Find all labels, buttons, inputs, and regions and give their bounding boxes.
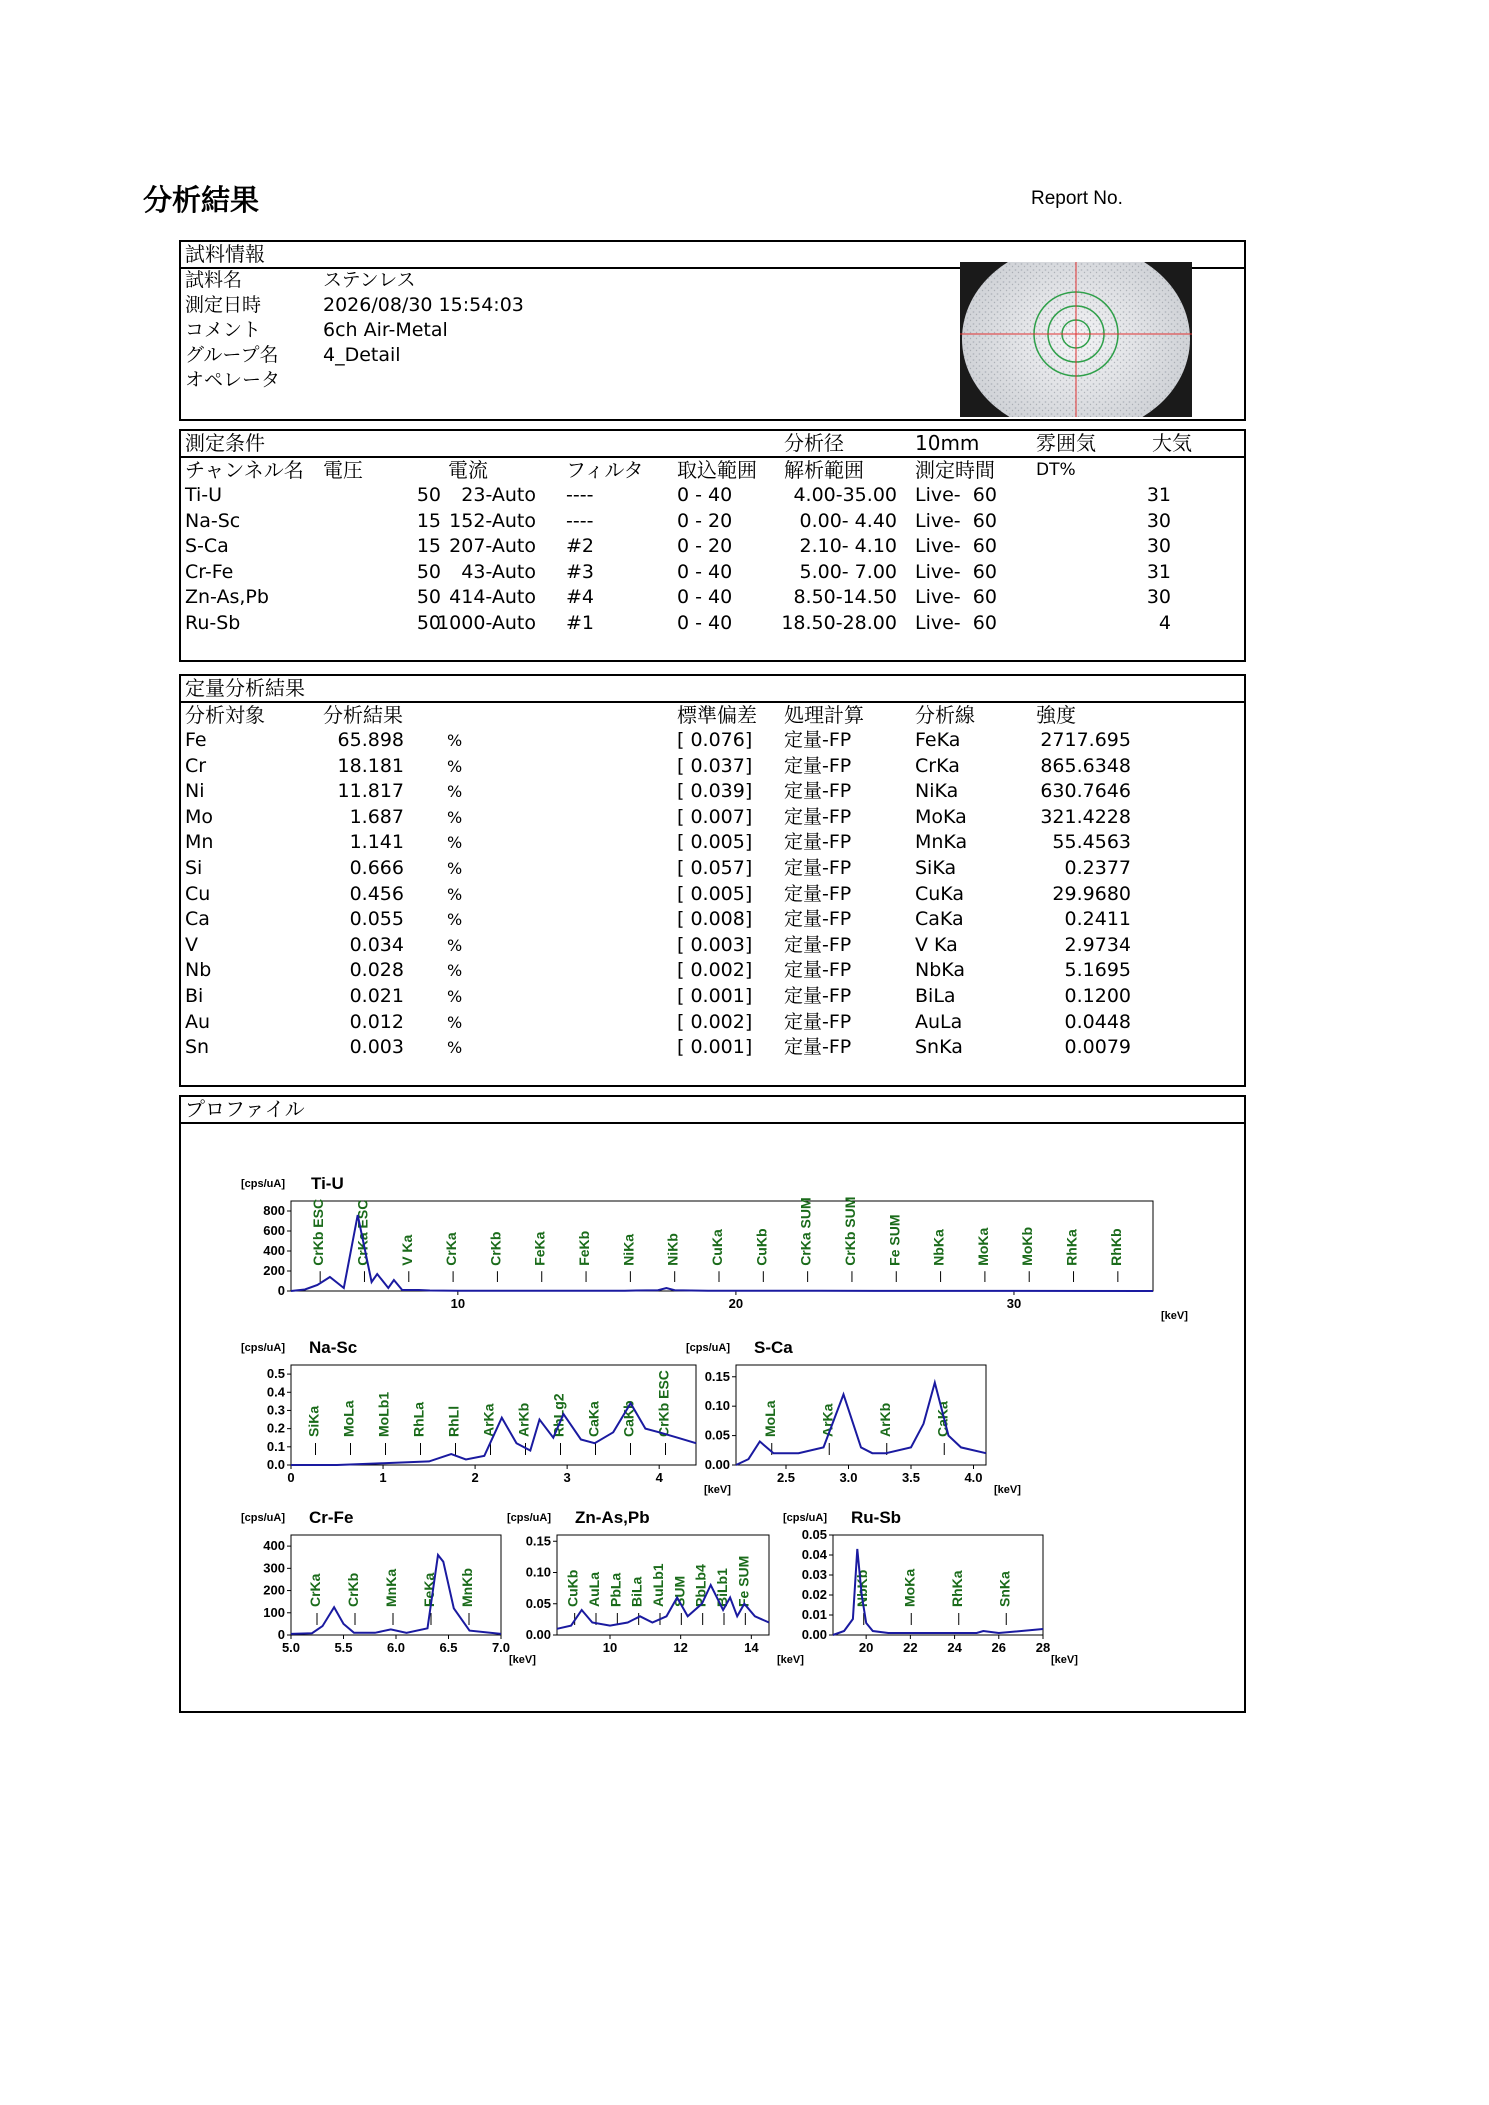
- quant-cell-el: Si: [185, 857, 203, 879]
- peak-label: FeKa: [531, 1231, 548, 1266]
- chart-title: Na-Sc: [309, 1338, 358, 1357]
- peak-label: CrKb SUM: [841, 1196, 858, 1266]
- y-tick-label: 0.3: [266, 1402, 285, 1418]
- quant-cell-int: 2.9734: [1064, 933, 1131, 956]
- conditions-header: 測定条件 分析径 10mm 雰囲気 大気: [181, 431, 1244, 458]
- conditions-cell-analysis: 18.50-28.00: [781, 612, 897, 634]
- quant-cell-sd: [ 0.005]: [677, 831, 753, 854]
- y-tick-label: 300: [263, 1560, 285, 1576]
- quant-cell-sd: [ 0.001]: [677, 985, 753, 1007]
- quant-cell-int: 865.6348: [1040, 754, 1131, 777]
- quant-cell-val: 1.687: [349, 805, 404, 828]
- y-tick-label: 0.03: [801, 1567, 827, 1582]
- page-title: 分析結果: [143, 183, 260, 217]
- quant-cell-val: 0.034: [349, 933, 404, 956]
- peak-label: AuLa: [586, 1572, 602, 1607]
- quant-cell-unit: %: [447, 961, 463, 981]
- quant-cell-unit: %: [447, 731, 463, 750]
- chart-xlabel: [keV]: [994, 1484, 1021, 1496]
- quant-cell-calc: 定量-FP: [784, 831, 852, 854]
- y-tick-label: 0.10: [525, 1564, 551, 1580]
- quant-cell-unit: %: [447, 910, 463, 930]
- conditions-section: [179, 429, 1246, 662]
- quant-cell-el: Mo: [185, 805, 214, 828]
- quant-cell-sd: [ 0.002]: [677, 959, 753, 982]
- quant-cell-val: 65.898: [337, 729, 404, 751]
- conditions-cell-ch: Ti-U: [185, 484, 223, 506]
- quant-cell-int: 630.7646: [1040, 780, 1131, 803]
- conditions-cell-filter: ----: [566, 484, 594, 506]
- conditions-cell-time: Live- 60: [915, 535, 997, 558]
- quant-cell-el: Cu: [185, 882, 211, 905]
- conditions-cell-filter: ----: [566, 509, 594, 532]
- conditions-cell-ua: 1000-Auto: [437, 612, 536, 634]
- quant-header: 定量分析結果: [181, 676, 1244, 703]
- conditions-cell-dt: 30: [1146, 535, 1171, 558]
- quant-cell-int: 0.2411: [1064, 908, 1131, 931]
- peak-label: RhKa: [948, 1570, 965, 1607]
- x-tick-label: 5.0: [281, 1640, 301, 1655]
- y-tick-label: 0.15: [704, 1368, 730, 1384]
- quant-cell-unit: %: [447, 782, 463, 802]
- peak-label: MoKa: [974, 1227, 991, 1266]
- x-tick-label: 14: [744, 1640, 759, 1655]
- peak-label: RhLl: [445, 1405, 462, 1437]
- peak-label: PbLb4: [692, 1564, 709, 1607]
- conditions-cell-time: Live- 60: [915, 560, 997, 583]
- conditions-cell-dt: 30: [1146, 586, 1171, 609]
- chart-title: Ru-Sb: [851, 1508, 902, 1527]
- quant-cell-line: MoKa: [915, 805, 967, 828]
- chart-title: Cr-Fe: [309, 1508, 354, 1527]
- quant-cell-int: 0.0079: [1064, 1036, 1131, 1059]
- peak-label: Fe SUM: [886, 1214, 903, 1266]
- x-tick-label: 3.5: [901, 1470, 921, 1485]
- quant-cell-sd: [ 0.002]: [677, 1010, 753, 1033]
- x-tick-label: 10: [602, 1640, 618, 1655]
- conditions-cell-kv: 50: [416, 484, 441, 506]
- quant-cell-calc: 定量-FP: [784, 857, 852, 879]
- quant-cell-val: 0.021: [349, 985, 404, 1007]
- conditions-cell-range: 0 - 20: [677, 509, 733, 532]
- peak-label: CuKb: [564, 1569, 581, 1607]
- x-tick-label: 6.5: [439, 1640, 458, 1655]
- quant-cell-sd: [ 0.007]: [677, 805, 753, 828]
- sample-info-section: 試料情報 試料名 ステンレス 測定日時 2026/08/30 15:54:03 コメント 6ch Air-Metal グループ名 4_Detail オペレータ: [179, 240, 1246, 421]
- peak-label: RhLa: [410, 1402, 427, 1437]
- quant-cell-int: 321.4228: [1040, 805, 1131, 828]
- quant-cell-calc: 定量-FP: [784, 1010, 852, 1033]
- conditions-cell-range: 0 - 40: [677, 484, 733, 506]
- y-tick-label: 0.00: [704, 1457, 730, 1472]
- x-tick-label: 7.0: [491, 1640, 511, 1655]
- quant-cell-el: Mn: [185, 831, 214, 854]
- quant-cell-val: 0.012: [349, 1010, 404, 1033]
- quant-section: [179, 674, 1246, 1087]
- quant-cell-calc: 定量-FP: [784, 1036, 852, 1059]
- peak-label: ArKa: [480, 1403, 497, 1437]
- y-tick-label: 600: [263, 1223, 285, 1238]
- quant-cell-sd: [ 0.003]: [677, 933, 753, 956]
- quant-cell-unit: %: [447, 987, 463, 1006]
- quant-cell-unit: %: [447, 1012, 463, 1032]
- chart-3: [241, 1508, 536, 1666]
- x-tick-label: 1: [379, 1470, 387, 1485]
- chart-ylabel: [cps/uA]: [686, 1342, 730, 1354]
- quant-cell-calc: 定量-FP: [784, 805, 852, 828]
- x-tick-label: 4: [655, 1470, 663, 1485]
- quant-cell-val: 11.817: [337, 780, 404, 803]
- y-tick-label: 0.10: [704, 1398, 730, 1414]
- sample-info-header: 試料情報: [181, 242, 1244, 269]
- conditions-cell-ch: Cr-Fe: [185, 560, 234, 583]
- quant-cell-sd: [ 0.039]: [677, 780, 753, 803]
- quant-cell-int: 2717.695: [1040, 729, 1131, 751]
- quant-cell-val: 1.141: [349, 831, 404, 854]
- peak-label: NbKa: [930, 1229, 947, 1266]
- y-tick-label: 0.00: [525, 1627, 551, 1642]
- conditions-cell-filter: #4: [566, 586, 595, 609]
- x-tick-label: 2: [471, 1470, 479, 1485]
- quant-cell-int: 0.1200: [1064, 985, 1131, 1007]
- quant-cell-calc: 定量-FP: [784, 729, 852, 751]
- report-number-label: Report No.: [1031, 188, 1123, 209]
- conditions-cell-analysis: 0.00- 4.40: [799, 509, 897, 532]
- quant-cell-el: Sn: [185, 1036, 210, 1059]
- peak-label: FeKb: [576, 1230, 593, 1266]
- peak-label: AuLb1: [650, 1563, 666, 1607]
- conditions-cell-time: Live- 60: [915, 612, 997, 634]
- diameter-label: 分析径: [784, 431, 844, 455]
- peak-label: MnKa: [383, 1568, 399, 1607]
- peak-label: CrKa ESC: [354, 1199, 371, 1266]
- quant-cell-el: Fe: [185, 729, 207, 751]
- y-tick-label: 400: [263, 1538, 285, 1554]
- peak-label: CrKb: [345, 1572, 361, 1607]
- conditions-cell-range: 0 - 40: [677, 612, 733, 634]
- chart-title: S-Ca: [754, 1338, 793, 1357]
- x-tick-label: 28: [1035, 1640, 1051, 1655]
- quant-cell-val: 0.003: [349, 1036, 404, 1059]
- quant-cell-el: V: [185, 933, 198, 956]
- y-tick-label: 0.05: [525, 1595, 551, 1611]
- quant-cell-el: Nb: [185, 959, 212, 982]
- peak-label: SiKa: [305, 1405, 322, 1437]
- quant-cell-sd: [ 0.037]: [677, 754, 753, 777]
- y-tick-label: 800: [263, 1203, 285, 1218]
- y-tick-label: 0.2: [266, 1420, 285, 1436]
- quant-cell-int: 0.0448: [1064, 1010, 1131, 1033]
- quant-cell-val: 18.181: [337, 754, 404, 777]
- chart-ylabel: [cps/uA]: [241, 1512, 285, 1524]
- y-tick-label: 0.0: [266, 1457, 285, 1472]
- chart-0: [241, 1174, 1188, 1322]
- peak-label: BiLb1: [714, 1568, 730, 1607]
- peak-label: CaKb: [620, 1400, 637, 1437]
- quant-cell-line: SnKa: [915, 1036, 963, 1059]
- conditions-cell-filter: #3: [566, 560, 595, 583]
- y-tick-label: 0.1: [266, 1438, 285, 1454]
- y-tick-label: 0.00: [801, 1627, 827, 1642]
- quant-cell-line: AuLa: [915, 1010, 963, 1033]
- quant-cell-calc: 定量-FP: [784, 908, 852, 931]
- profile-charts: [181, 1123, 1244, 1713]
- peak-label: NiKb: [664, 1233, 681, 1266]
- quant-cell-line: CaKa: [915, 908, 964, 931]
- quant-cell-sd: [ 0.001]: [677, 1036, 753, 1059]
- chart-xlabel: [keV]: [509, 1654, 536, 1666]
- peak-label: CuKa: [709, 1229, 725, 1266]
- quant-cell-val: 0.666: [349, 857, 404, 879]
- conditions-cell-time: Live- 60: [915, 509, 997, 532]
- y-tick-label: 0.02: [801, 1587, 827, 1602]
- quant-cell-el: Ni: [185, 780, 205, 803]
- quant-cell-int: 0.2377: [1064, 857, 1131, 879]
- conditions-cell-dt: 4: [1158, 612, 1171, 634]
- quant-cell-calc: 定量-FP: [784, 882, 852, 905]
- conditions-cell-filter: #2: [566, 535, 595, 558]
- x-tick-label: 22: [903, 1640, 918, 1655]
- quant-cell-line: V Ka: [915, 933, 958, 956]
- quant-cell-calc: 定量-FP: [784, 780, 852, 803]
- conditions-cell-range: 0 - 40: [677, 586, 733, 609]
- profile-section: [179, 1095, 1246, 1713]
- quant-cell-int: 5.1695: [1064, 959, 1131, 982]
- conditions-cell-analysis: 8.50-14.50: [793, 586, 897, 609]
- quant-cell-line: CuKa: [915, 882, 965, 905]
- quant-cell-unit: %: [447, 884, 463, 904]
- chart-ylabel: [cps/uA]: [241, 1342, 285, 1354]
- quant-cell-int: 55.4563: [1052, 831, 1131, 854]
- quant-cell-sd: [ 0.076]: [677, 729, 753, 751]
- atmosphere-value: 大気: [1152, 431, 1192, 455]
- quant-cell-line: BiLa: [915, 985, 956, 1007]
- chart-xlabel: [keV]: [1051, 1654, 1078, 1666]
- peak-label: RhKa: [1063, 1229, 1080, 1266]
- conditions-cell-range: 0 - 40: [677, 560, 733, 583]
- quant-cell-el: Ca: [185, 908, 210, 931]
- x-tick-label: 3: [563, 1470, 571, 1485]
- conditions-cell-time: Live- 60: [915, 586, 997, 609]
- x-tick-label: 20: [728, 1296, 744, 1311]
- conditions-cell-kv: 50: [416, 612, 441, 634]
- peak-label: CrKb ESC: [655, 1370, 672, 1437]
- chart-title: Ti-U: [311, 1174, 344, 1193]
- x-tick-label: 2.5: [776, 1470, 796, 1485]
- conditions-cell-ua: 43-Auto: [461, 560, 536, 583]
- x-tick-label: 26: [991, 1640, 1007, 1655]
- quant-cell-val: 0.456: [349, 882, 404, 905]
- conditions-cell-kv: 50: [416, 560, 441, 583]
- peak-label: MnKb: [459, 1568, 475, 1607]
- peak-label: MoKa: [901, 1568, 918, 1607]
- conditions-cell-kv: 15: [416, 535, 441, 558]
- quant-cell-int: 29.9680: [1052, 882, 1131, 905]
- conditions-cell-filter: #1: [566, 612, 595, 634]
- sample-photo: [960, 262, 1192, 417]
- chart-xlabel: [keV]: [704, 1484, 731, 1496]
- quant-cell-line: SiKa: [915, 857, 957, 879]
- quant-cell-unit: %: [447, 833, 463, 853]
- y-tick-label: 0: [277, 1283, 285, 1298]
- quant-cell-val: 0.055: [349, 908, 404, 931]
- quant-cell-line: NbKa: [915, 959, 966, 982]
- conditions-cell-ua: 207-Auto: [449, 535, 536, 558]
- peak-label: CaKa: [934, 1401, 951, 1437]
- peak-label: RhLg2: [550, 1393, 567, 1437]
- x-tick-label: 0: [287, 1470, 295, 1485]
- quant-cell-sd: [ 0.057]: [677, 857, 753, 879]
- conditions-cell-kv: 15: [416, 509, 441, 532]
- conditions-cell-range: 0 - 20: [677, 535, 733, 558]
- quant-cell-unit: %: [447, 756, 463, 776]
- quant-cell-el: Cr: [185, 754, 207, 777]
- quant-cell-calc: 定量-FP: [784, 933, 852, 956]
- y-tick-label: 0.15: [525, 1533, 551, 1549]
- conditions-cell-ch: Zn-As,Pb: [185, 586, 269, 609]
- x-tick-label: 20: [858, 1640, 874, 1655]
- peak-label: CrKb ESC: [310, 1198, 327, 1266]
- chart-xlabel: [keV]: [1161, 1310, 1188, 1322]
- conditions-cell-kv: 50: [416, 586, 441, 609]
- peak-label: SUM: [671, 1575, 688, 1607]
- chart-4: [507, 1508, 804, 1666]
- y-tick-label: 0.01: [801, 1607, 827, 1622]
- y-tick-label: 0.05: [704, 1427, 730, 1443]
- y-tick-label: 0.4: [266, 1384, 285, 1400]
- quant-cell-el: Au: [185, 1010, 211, 1033]
- peak-label: MoLa: [761, 1400, 778, 1437]
- peak-label: MoKb: [1019, 1226, 1036, 1266]
- peak-label: CrKa: [307, 1573, 323, 1607]
- x-tick-label: 5.5: [334, 1640, 353, 1655]
- conditions-cell-ch: Na-Sc: [185, 509, 241, 532]
- peak-label: CrKa: [443, 1232, 460, 1266]
- chart-xlabel: [keV]: [777, 1654, 804, 1666]
- y-tick-label: 0.5: [266, 1366, 285, 1382]
- quant-cell-calc: 定量-FP: [784, 985, 852, 1007]
- quant-column-headers: 分析対象 分析結果 標準偏差 処理計算 分析線 強度: [185, 703, 1076, 727]
- peak-label: CaKa: [585, 1401, 602, 1437]
- peak-label: PbLa: [607, 1572, 624, 1607]
- quant-cell-unit: %: [447, 807, 463, 827]
- chart-1: [241, 1338, 731, 1496]
- x-tick-label: 12: [673, 1640, 688, 1655]
- peak-label: SnKa: [996, 1571, 1013, 1607]
- diameter-value: 10mm: [915, 431, 980, 455]
- chart-ylabel: [cps/uA]: [241, 1178, 285, 1190]
- conditions-cell-time: Live- 60: [915, 484, 997, 506]
- conditions-cell-analysis: 4.00-35.00: [793, 484, 897, 506]
- chart-2: [686, 1338, 1021, 1496]
- conditions-cell-ua: 23-Auto: [461, 484, 536, 506]
- quant-cell-calc: 定量-FP: [784, 754, 852, 777]
- quant-cell-line: NiKa: [915, 780, 959, 803]
- quant-cell-calc: 定量-FP: [784, 959, 852, 982]
- quant-cell-unit: %: [447, 859, 463, 878]
- conditions-cell-ua: 152-Auto: [449, 509, 536, 532]
- chart-5: [783, 1508, 1078, 1666]
- peak-label: NiKa: [620, 1233, 637, 1266]
- peak-label: CuKb: [753, 1228, 770, 1266]
- quant-cell-sd: [ 0.008]: [677, 908, 753, 931]
- quant-cell-line: CrKa: [915, 754, 960, 777]
- conditions-cell-dt: 31: [1146, 484, 1171, 506]
- quant-cell-el: Bi: [185, 985, 204, 1007]
- quant-cell-val: 0.028: [349, 959, 404, 982]
- conditions-cell-ua: 414-Auto: [449, 586, 536, 609]
- x-tick-label: 6.0: [386, 1640, 406, 1655]
- peak-label: ArKa: [819, 1403, 836, 1437]
- peak-label: ArKb: [876, 1402, 893, 1437]
- peak-label: NbKb: [853, 1569, 870, 1607]
- conditions-cell-ch: S-Ca: [185, 535, 229, 558]
- peak-label: V Ka: [398, 1234, 415, 1266]
- quant-cell-line: FeKa: [915, 729, 961, 751]
- quant-cell-unit: %: [447, 1038, 463, 1058]
- y-tick-label: 100: [263, 1604, 285, 1620]
- conditions-column-headers: チャンネル名 電圧 電流 フィルタ 取込範囲 解析範囲 測定時間 DT%: [185, 458, 1076, 482]
- y-tick-label: 0: [277, 1627, 285, 1642]
- conditions-cell-analysis: 5.00- 7.00: [799, 560, 897, 583]
- peak-label: ArKb: [515, 1402, 532, 1437]
- peak-label: MoLa: [340, 1400, 357, 1437]
- conditions-cell-ch: Ru-Sb: [185, 612, 241, 634]
- atmosphere-label: 雰囲気: [1036, 431, 1096, 455]
- y-tick-label: 200: [263, 1582, 285, 1598]
- y-tick-label: 0.05: [801, 1527, 827, 1542]
- x-tick-label: 10: [450, 1296, 466, 1311]
- y-tick-label: 0.04: [801, 1547, 827, 1562]
- chart-title: Zn-As,Pb: [575, 1508, 650, 1527]
- x-tick-label: 30: [1006, 1296, 1022, 1311]
- chart-ylabel: [cps/uA]: [783, 1512, 827, 1524]
- peak-label: RhKb: [1107, 1228, 1124, 1266]
- x-tick-label: 4.0: [964, 1470, 983, 1485]
- quant-cell-line: MnKa: [915, 831, 968, 854]
- quant-cell-unit: %: [447, 935, 463, 955]
- peak-label: Fe SUM: [735, 1555, 752, 1607]
- conditions-cell-dt: 30: [1146, 509, 1171, 532]
- y-tick-label: 400: [263, 1243, 285, 1258]
- peak-label: CrKa SUM: [797, 1197, 814, 1266]
- x-tick-label: 24: [947, 1640, 962, 1655]
- peak-label: CrKb: [487, 1231, 504, 1266]
- conditions-cell-analysis: 2.10- 4.10: [799, 535, 897, 558]
- chart-ylabel: [cps/uA]: [507, 1512, 551, 1524]
- peak-label: FeKa: [421, 1572, 437, 1607]
- quant-cell-sd: [ 0.005]: [677, 882, 753, 905]
- y-tick-label: 200: [263, 1263, 285, 1278]
- peak-label: MoLb1: [375, 1391, 392, 1437]
- x-tick-label: 3.0: [839, 1470, 858, 1485]
- profile-header: プロファイル: [181, 1097, 1244, 1124]
- peak-label: BiLa: [628, 1576, 645, 1607]
- conditions-cell-dt: 31: [1146, 560, 1171, 583]
